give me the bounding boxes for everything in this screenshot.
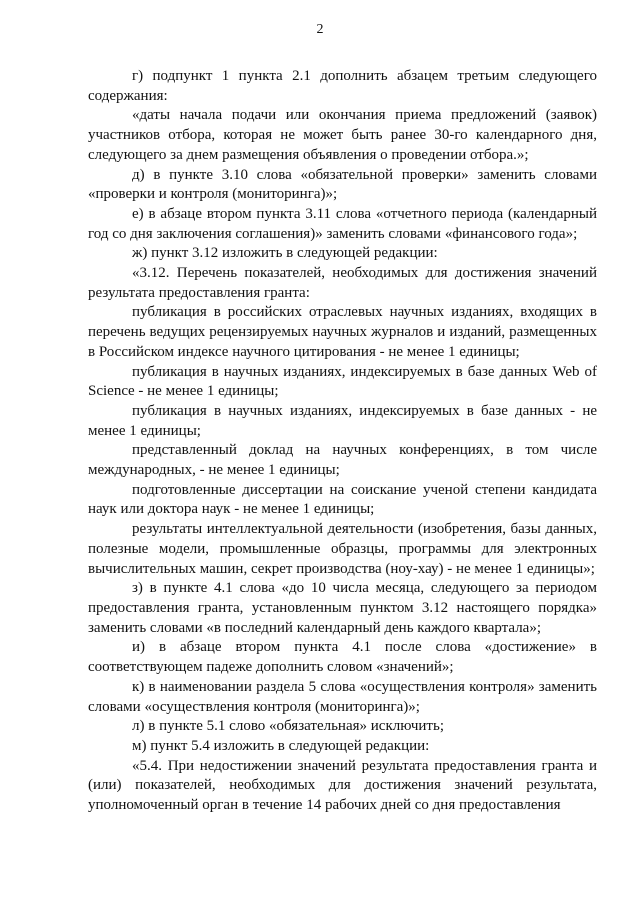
paragraph: публикация в научных изданиях, индексируемых в базе данных - не менее 1 единицы; xyxy=(88,402,597,439)
paragraph: и) в абзаце втором пункта 4.1 после слова «достижение» в соответствующем падеже дополнить словом «значений»; xyxy=(88,639,597,676)
paragraph: «даты начала подачи или окончания приема предложений (заявок) участников отбора, которая не может быть ранее 30-го календарного дня, следующего за днем размещения объявления о проведении отбора.»; xyxy=(88,107,597,163)
paragraph: подготовленные диссертации на соискание ученой степени кандидата наук или доктора наук - не менее 1 единицы; xyxy=(88,481,597,518)
paragraph: публикация в российских отраслевых научных изданиях, входящих в перечень ведущих рецензируемых научных журналов и изданий, размещенных в Российском индексе научного цитирования - не менее 1 единицы; xyxy=(88,304,597,360)
paragraph: г) подпункт 1 пункта 2.1 дополнить абзацем третьим следующего содержания: xyxy=(88,68,597,104)
paragraph: «5.4. При недостижении значений результата предоставления гранта и (или) показателей, необходимых для достижения значений результата, уполномоченный орган в течение 14 рабочих дней со дня предоставления xyxy=(88,757,597,814)
document-body xyxy=(88,67,597,816)
paragraph: результаты интеллектуальной деятельности (изобретения, базы данных, полезные модели, промышленные образцы, программы для электронных вычислительных машин, секрет производства (ноу-хау) - не менее 1 единицы»; xyxy=(88,521,597,577)
page-number: 2 xyxy=(316,22,324,37)
paragraph: публикация в научных изданиях, индексируемых в базе данных Web of Science - не менее 1 единицы; xyxy=(88,363,597,400)
paragraph: ж) пункт 3.12 изложить в следующей редакции: xyxy=(132,245,438,262)
paragraph: к) в наименовании раздела 5 слова «осуществления контроля» заменить словами «осуществления контроля (мониторинга)»; xyxy=(88,678,597,715)
paragraph: представленный доклад на научных конференциях, в том числе международных, - не менее 1 единицы; xyxy=(88,442,597,479)
paragraph: м) пункт 5.4 изложить в следующей редакции: xyxy=(132,737,430,754)
paragraph: «3.12. Перечень показателей, необходимых для достижения значений результата предоставления гранта: xyxy=(88,265,597,301)
paragraph: д) в пункте 3.10 слова «обязательной проверки» заменить словами «проверки и контроля (мониторинга)»; xyxy=(88,166,597,203)
paragraph: е) в абзаце втором пункта 3.11 слова «отчетного периода (календарный год со дня заключения соглашения)» заменить словами «финансового года»; xyxy=(88,205,597,242)
paragraph: з) в пункте 4.1 слова «до 10 числа месяца, следующего за периодом предоставления гранта, установленным пунктом 3.12 настоящего порядка» заменить словами «в последний календарный день каждого квартала»; xyxy=(88,580,597,636)
paragraph: л) в пункте 5.1 слово «обязательная» исключить; xyxy=(132,718,444,735)
